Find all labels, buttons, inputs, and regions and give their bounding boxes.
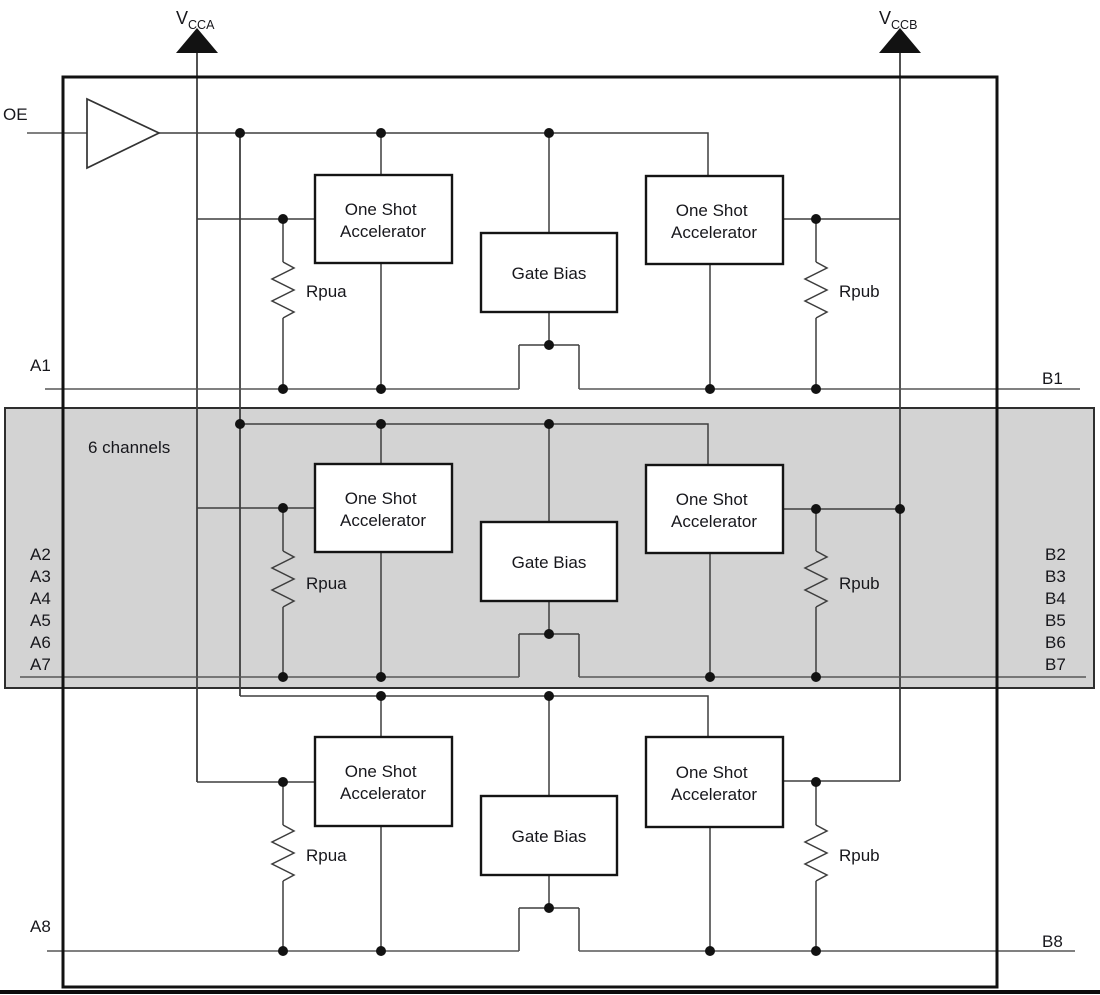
vcca-label: $V_{CCA}$ [176,8,215,32]
one-shot-accelerator-box [315,737,452,826]
one-shot-accelerator-box [646,465,783,553]
oe-buffer-icon [87,99,159,168]
channel-8-section [30,691,1075,956]
rpua-resistor-icon [272,262,294,318]
pin-label-a7: A7 [30,655,51,674]
pin-label-a8: A8 [30,917,51,936]
pin-label-b6: B6 [1045,633,1066,652]
pin-label-b4: B4 [1045,589,1066,608]
pin-label-a6: A6 [30,633,51,652]
gate-bias-label: Gate Bias [511,264,587,283]
pin-label-a4: A4 [30,589,51,608]
one-shot-right-label: One Shot Accelerator [671,490,757,531]
pin-label-a5: A5 [30,611,51,630]
rpub-resistor-icon [805,262,827,318]
rpub-label: Rpub [839,574,880,593]
rpub-label: Rpub [839,282,880,301]
rpua-resistor-icon [272,825,294,881]
pin-label-a1: A1 [30,356,51,375]
oe-label: OE [3,105,28,124]
pin-label-b1: B1 [1042,369,1063,388]
one-shot-accelerator-box [646,176,783,264]
gate-bias-label: Gate Bias [511,553,587,572]
rpua-label: Rpua [306,282,347,301]
rpub-label: Rpub [839,846,880,865]
pin-label-a3: A3 [30,567,51,586]
one-shot-accelerator-box [315,464,452,552]
one-shot-accelerator-box [315,175,452,263]
one-shot-right-label: One Shot Accelerator [671,201,757,242]
rpub-resistor-icon [805,825,827,881]
vccb-label: $V_{CCB}$ [879,8,918,32]
pin-label-b3: B3 [1045,567,1066,586]
gate-bias-label: Gate Bias [511,827,587,846]
pin-label-b7: B7 [1045,655,1066,674]
six-channels-label: 6 channels [88,438,171,457]
one-shot-left-label: One Shot Accelerator [340,200,426,241]
pin-label-b5: B5 [1045,611,1066,630]
one-shot-accelerator-box [646,737,783,827]
one-shot-right-label: One Shot Accelerator [671,763,757,804]
rpua-label: Rpua [306,574,347,593]
pin-label-a2: A2 [30,545,51,564]
pass-fet-icon [519,312,579,389]
channel-1-section [30,128,1080,394]
pin-label-b8: B8 [1042,932,1063,951]
pin-label-b2: B2 [1045,545,1066,564]
one-shot-left-label: One Shot Accelerator [340,489,426,530]
one-shot-left-label: One Shot Accelerator [340,762,426,803]
rpua-label: Rpua [306,846,347,865]
